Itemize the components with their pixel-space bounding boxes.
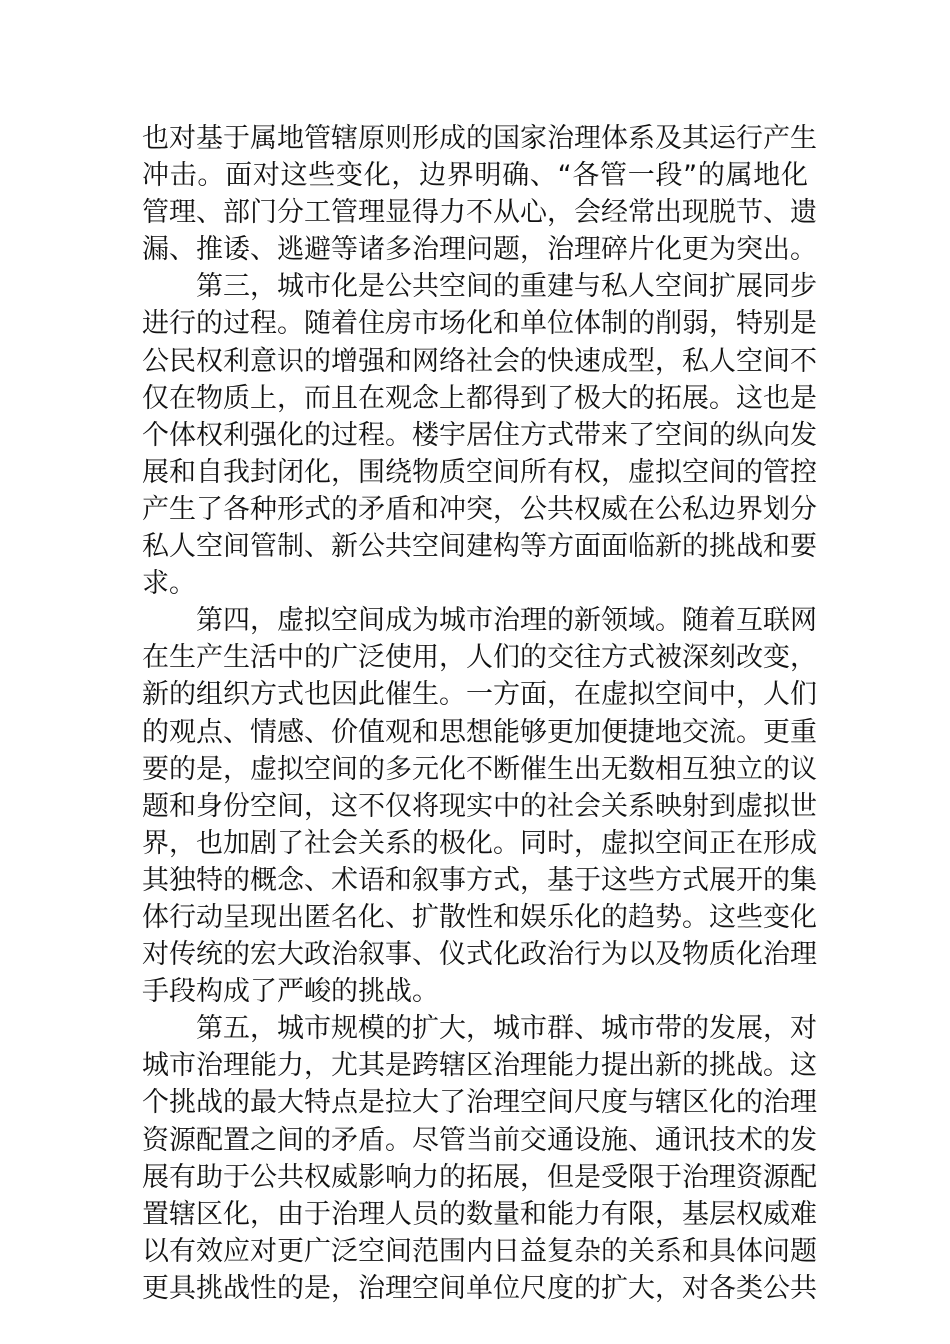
text-line: 产生了各种形式的矛盾和冲突，公共权威在公私边界划分 <box>142 493 817 525</box>
body-text <box>142 120 817 1307</box>
text-line: 漏、推诿、逃避等诸多治理问题，治理碎片化更为突出。 <box>142 234 817 266</box>
text-line: 以有效应对更广泛空间范围内日益复杂的关系和具体问题 <box>142 1235 817 1267</box>
text-line: 个体权利强化的过程。楼宇居住方式带来了空间的纵向发 <box>142 419 817 451</box>
text-line: 私人空间管制、新公共空间建构等方面面临新的挑战和要 <box>142 531 817 563</box>
text-line: 置辖区化，由于治理人员的数量和能力有限，基层权威难 <box>142 1198 817 1230</box>
text-line: 在生产生活中的广泛使用，人们的交往方式被深刻改变， <box>142 642 817 674</box>
text-line: 展和自我封闭化，围绕物质空间所有权，虚拟空间的管控 <box>142 456 817 488</box>
text-line: 个挑战的最大特点是拉大了治理空间尺度与辖区化的治理 <box>142 1087 817 1119</box>
text-line: 其独特的概念、术语和叙事方式，基于这些方式展开的集 <box>142 864 817 896</box>
text-line: 对传统的宏大政治叙事、仪式化政治行为以及物质化治理 <box>142 939 817 971</box>
text-line: 新的组织方式也因此催生。一方面，在虚拟空间中，人们 <box>142 679 817 711</box>
text-line: 题和身份空间，这不仅将现实中的社会关系映射到虚拟世 <box>142 790 817 822</box>
text-line: 手段构成了严峻的挑战。 <box>142 976 439 1008</box>
text-line: 第四，虚拟空间成为城市治理的新领域。随着互联网 <box>142 605 817 637</box>
text-line: 体行动呈现出匿名化、扩散性和娱乐化的趋势。这些变化 <box>142 901 817 933</box>
document-page <box>142 120 817 1307</box>
text-line: 管理、部门分工管理显得力不从心，会经常出现脱节、遗 <box>142 197 817 229</box>
text-line: 的观点、情感、价值观和思想能够更加便捷地交流。更重 <box>142 716 817 748</box>
text-line: 资源配置之间的矛盾。尽管当前交通设施、通讯技术的发 <box>142 1124 817 1156</box>
text-line: 进行的过程。随着住房市场化和单位体制的削弱，特别是 <box>142 308 817 340</box>
text-line: 城市治理能力，尤其是跨辖区治理能力提出新的挑战。这 <box>142 1050 817 1082</box>
text-line: 第五，城市规模的扩大，城市群、城市带的发展，对 <box>142 1013 817 1045</box>
text-line: 展有助于公共权威影响力的拓展，但是受限于治理资源配 <box>142 1161 817 1193</box>
text-line: 求。 <box>142 568 196 600</box>
text-line: 更具挑战性的是，治理空间单位尺度的扩大，对各类公共 <box>142 1272 817 1304</box>
text-line: 要的是，虚拟空间的多元化不断催生出无数相互独立的议 <box>142 753 817 785</box>
text-line: 冲击。面对这些变化，边界明确、“各管一段”的属地化 <box>142 160 808 192</box>
text-line: 也对基于属地管辖原则形成的国家治理体系及其运行产生 <box>142 123 817 154</box>
text-line: 界，也加剧了社会关系的极化。同时，虚拟空间正在形成 <box>142 827 817 859</box>
text-line: 第三，城市化是公共空间的重建与私人空间扩展同步 <box>142 271 817 303</box>
text-line: 仅在物质上，而且在观念上都得到了极大的拓展。这也是 <box>142 382 817 414</box>
text-line: 公民权利意识的增强和网络社会的快速成型，私人空间不 <box>142 345 817 377</box>
